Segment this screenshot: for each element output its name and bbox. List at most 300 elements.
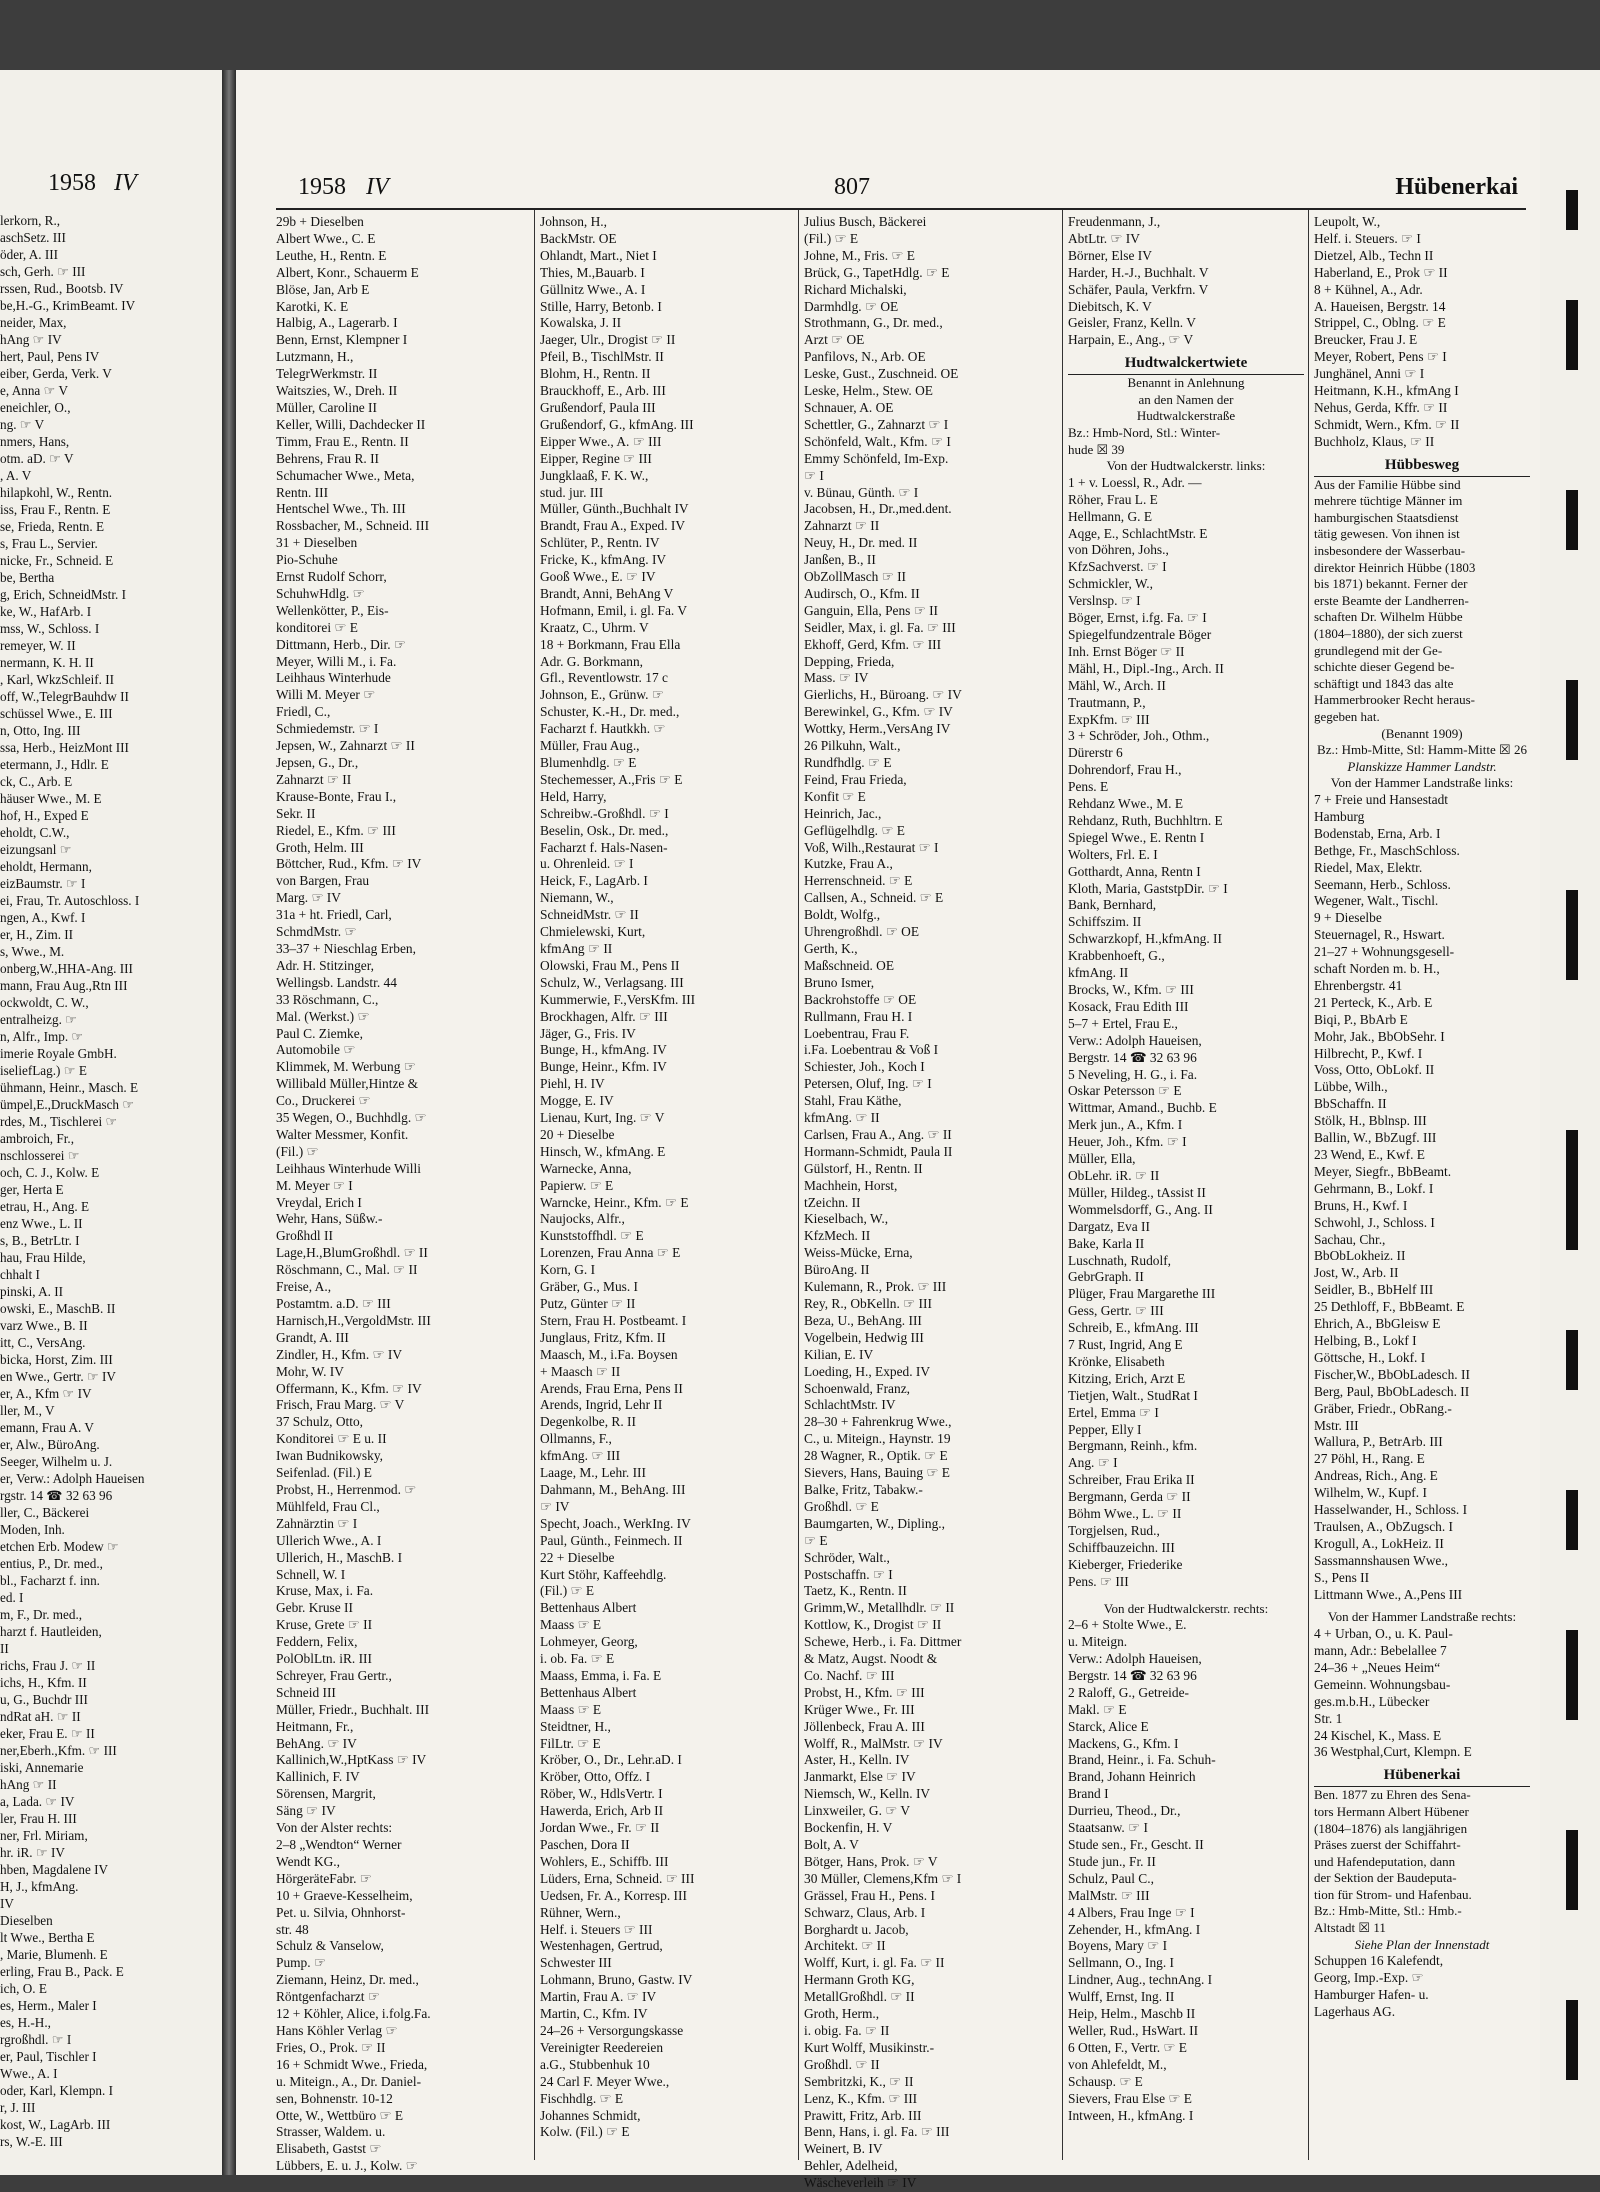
directory-entry: ler, Frau H. III: [0, 1811, 77, 1826]
directory-entry: Gooß Wwe., E. ☞ IV: [540, 569, 656, 585]
directory-entry: Dieselben: [0, 1913, 53, 1928]
street-description-line: grundlegend mit der Ge-: [1314, 642, 1443, 658]
directory-entry: Fries, O., Prok. ☞ II: [276, 2039, 386, 2055]
column-5: [1314, 214, 1530, 2021]
directory-entry: Janmarkt, Else ☞ IV: [804, 1769, 916, 1785]
directory-entry: Stechemesser, A.,Fris ☞ E: [540, 771, 683, 787]
directory-entry: Jäger, G., Fris. IV: [540, 1025, 636, 1041]
directory-entry: Machhein, Horst,: [804, 1177, 898, 1193]
directory-entry: Schulz & Vanselow,: [276, 1938, 384, 1954]
directory-entry: Kulemann, R., Prok. ☞ III: [804, 1279, 947, 1295]
directory-entry: KfzMech. II: [804, 1228, 871, 1244]
directory-entry: Brück, G., TapetHdlg. ☞ E: [804, 264, 950, 280]
directory-entry: pinski, A. II: [0, 1284, 64, 1299]
directory-entry: off, W.,TelegrBauhdw II: [0, 689, 129, 704]
directory-entry: Kunststoffhdl. ☞ E: [540, 1228, 644, 1244]
directory-entry: Bettenhaus Albert: [540, 1600, 637, 1616]
directory-entry: Sembritzki, K., ☞ II: [804, 2073, 914, 2089]
directory-entry: Müller, Frau Aug.,: [540, 738, 640, 754]
directory-entry: 3 + Schröder, Joh., Othm.,: [1068, 728, 1210, 744]
directory-entry: emann, Frau A. V: [0, 1420, 94, 1435]
directory-entry: rs, W.-E. III: [0, 2134, 63, 2149]
directory-entry: m, F., Dr. med.,: [0, 1607, 83, 1622]
previous-page-column: [0, 212, 222, 2150]
book-gutter: [222, 70, 236, 2175]
directory-entry: i.Fa. Loebentrau & Voß I: [804, 1042, 939, 1058]
directory-entry: Eipper Wwe., A. ☞ III: [540, 433, 662, 449]
directory-entry: Fricke, K., kfmAng. IV: [540, 552, 667, 568]
directory-entry: Schewe, Herb., i. Fa. Dittmer: [804, 1634, 962, 1650]
directory-entry: 7 + Freie und Hansestadt: [1314, 791, 1448, 807]
directory-entry: Makl. ☞ E: [1068, 1701, 1127, 1717]
street-heading-huebenerkai: Hübenerkai: [1314, 1765, 1530, 1787]
directory-entry: 33–37 + Nieschlag Erben,: [276, 940, 416, 956]
directory-entry: lerkorn, R.,: [0, 213, 61, 228]
directory-entry: Harnisch,H.,VergoldMstr. III: [276, 1312, 431, 1328]
directory-entry: Zindler, H., Kfm. ☞ IV: [276, 1346, 403, 1362]
directory-entry: Backrohstoffe ☞ OE: [804, 991, 917, 1007]
directory-entry: schaft Norden m. b. H.,: [1314, 961, 1440, 977]
directory-entry: Vreydal, Erich I: [276, 1194, 362, 1210]
thumb-index-mark: [1566, 490, 1578, 550]
directory-entry: Jost, W., Arb. II: [1314, 1265, 1399, 1281]
directory-entry: Panfilovs, N., Arb. OE: [804, 349, 926, 365]
directory-entry: Ernst Rudolf Schorr,: [276, 569, 387, 585]
directory-entry: Schettler, G., Zahnarzt ☞ I: [804, 416, 949, 432]
street-description-line: und Hafendeputation, dann: [1314, 1853, 1456, 1869]
directory-entry: Böttcher, Rud., Kfm. ☞ IV: [276, 856, 422, 872]
street-description-line: Hammerbrooker Recht heraus-: [1314, 692, 1475, 708]
directory-entry: Aqge, E., SchlachtMstr. E: [1068, 525, 1208, 541]
previous-page-year: 1958: [48, 170, 96, 196]
directory-entry: Vogelbein, Hedwig III: [804, 1329, 924, 1345]
directory-entry: s, B., BetrLtr. I: [0, 1233, 80, 1248]
directory-entry: Lage,H.,BlumGroßhdl. ☞ II: [276, 1245, 428, 1261]
directory-entry: Rey, R., ObKelln. ☞ III: [804, 1296, 932, 1311]
directory-entry: Warncke, Heinr., Kfm. ☞ E: [540, 1194, 689, 1210]
directory-entry: Kilian, E. IV: [804, 1346, 874, 1362]
directory-entry: Adr. H. Stitzinger,: [276, 957, 375, 973]
directory-entry: Schulz, Paul C.,: [1068, 1870, 1154, 1886]
directory-entry: Sievers, Frau Else ☞ E: [1068, 2090, 1192, 2106]
directory-entry: Heuer, Joh., Kfm. ☞ I: [1068, 1134, 1187, 1150]
directory-entry: Brockhagen, Alfr. ☞ III: [540, 1008, 668, 1024]
street-description-line: Präses zuerst der Schiffahrt-: [1314, 1837, 1461, 1853]
directory-entry: Pump. ☞: [276, 1955, 326, 1971]
directory-entry: Schiffszim. II: [1068, 914, 1142, 930]
directory-entry: Lohmeyer, Georg,: [540, 1634, 638, 1650]
directory-entry: Heitmann, Fr.,: [276, 1718, 354, 1734]
directory-entry: Lübbers, E. u. J., Kolw. ☞: [276, 2158, 418, 2174]
directory-entry: Wegener, Walt., Tischl.: [1314, 893, 1439, 909]
directory-entry: Merk jun., A., Kfm. I: [1068, 1117, 1183, 1133]
directory-entry: Richard Michalski,: [804, 281, 907, 297]
directory-entry: Albert Wwe., C. E: [276, 230, 376, 246]
directory-entry: Weller, Rud., HsWart. II: [1068, 2022, 1199, 2038]
directory-entry: Walter Messmer, Konfit.: [276, 1126, 409, 1142]
directory-entry: u. Miteign.: [1068, 1634, 1128, 1650]
directory-entry: Hans Köhler Verlag ☞: [276, 2022, 398, 2038]
directory-entry: Probst, H., Kfm. ☞ III: [804, 1684, 925, 1700]
directory-entry: Wehr, Hans, Süßw.-: [276, 1211, 383, 1227]
directory-entry: Willibald Müller,Hintze &: [276, 1076, 419, 1092]
directory-entry: 21 Perteck, K., Arb. E: [1314, 994, 1433, 1010]
directory-entry: 7 Rust, Ingrid, Ang E: [1068, 1337, 1183, 1353]
directory-entry: Mal. (Werkst.) ☞: [276, 1008, 370, 1024]
street-description-line: (1804–1880), der sich zuerst: [1314, 626, 1463, 642]
directory-entry: Sellmann, O., Ing. I: [1068, 1955, 1174, 1971]
directory-entry: , Marie, Blumenh. E: [0, 1947, 108, 1962]
directory-entry: neider, Max,: [0, 315, 67, 330]
directory-entry: Helbing, B., Lokf I: [1314, 1332, 1417, 1348]
directory-entry: a, Lada. ☞ IV: [0, 1794, 75, 1809]
directory-entry: SchneidMstr. ☞ II: [540, 907, 639, 923]
directory-entry: HörgeräteFabr. ☞: [276, 1870, 372, 1886]
directory-entry: Grußendorf, Paula III: [540, 399, 656, 415]
directory-entry: Kieberger, Friederike: [1068, 1556, 1183, 1572]
directory-entry: A. Haueisen, Bergstr. 14: [1314, 298, 1446, 314]
directory-entry: Chmielewski, Kurt,: [540, 924, 646, 940]
directory-entry: Beselin, Osk., Dr. med.,: [540, 822, 669, 838]
directory-entry: Schiffbauzeichn. III: [1068, 1539, 1175, 1555]
directory-entry: Hormann-Schmidt, Paula II: [804, 1143, 953, 1159]
directory-entry: Oskar Petersson ☞ E: [1068, 1083, 1182, 1099]
street-description-line: Benannt in Anlehnung: [1127, 375, 1245, 391]
directory-entry: 25 Dethloff, F., BbBeamt. E: [1314, 1299, 1465, 1315]
directory-entry: Bergstr. 14 ☎ 32 63 96: [1068, 1667, 1197, 1683]
directory-entry: Jaeger, Ulr., Drogist ☞ II: [540, 332, 676, 348]
directory-entry: Stern, Frau H. Postbeamt. I: [540, 1312, 687, 1328]
directory-entry: 2–6 + Stolte Wwe., E.: [1068, 1617, 1187, 1633]
directory-entry: , A. V: [0, 468, 32, 483]
directory-entry: Lenz, K., Kfm. ☞ III: [804, 2090, 918, 2106]
directory-entry: 12 + Köhler, Alice, i.folg.Fa.: [276, 2006, 431, 2022]
direction-heading: Von der Hammer Landstraße rechts:: [1327, 1609, 1517, 1625]
directory-entry: och, C. J., Kolw. E: [0, 1165, 100, 1180]
directory-entry: Leihhaus Winterhude: [276, 670, 391, 686]
directory-entry: von Döhren, Johs.,: [1068, 542, 1169, 558]
directory-entry: von Ahlefeldt, M.,: [1068, 2056, 1167, 2072]
directory-entry: Leuthe, H., Rentn. E: [276, 247, 387, 263]
directory-entry: Putz, Günter ☞ II: [540, 1296, 636, 1311]
thumb-index-mark: [1566, 890, 1578, 980]
thumb-index-mark: [1566, 2000, 1578, 2080]
directory-entry: Ullerich Wwe., A. I: [276, 1532, 382, 1548]
directory-entry: Brand, Heinr., i. Fa. Schuh-: [1068, 1752, 1216, 1768]
directory-entry: Meyer, Robert, Pens ☞ I: [1314, 349, 1447, 365]
directory-entry: Mackens, G., Kfm. I: [1068, 1735, 1179, 1751]
street-description-line: (1804–1876) als langjährigen: [1314, 1820, 1468, 1836]
directory-entry: (Fil.) ☞ E: [540, 1583, 595, 1599]
naming-year: (Benannt 1909): [1381, 725, 1463, 741]
directory-entry: ngen, A., Kwf. I: [0, 910, 86, 925]
directory-entry: Waitszies, W., Dreh. II: [276, 383, 398, 399]
directory-entry: TelegrWerkmstr. II: [276, 366, 378, 382]
directory-entry: Baumgarten, W., Dipling.,: [804, 1515, 945, 1531]
directory-entry: kfmAng. ☞ II: [804, 1110, 880, 1126]
directory-entry: Hamburger Hafen- u.: [1314, 1987, 1429, 2003]
district-info-line: Altstadt ☒ 11: [1314, 1920, 1386, 1936]
directory-entry: Leske, Gust., Zuschneid. OE: [804, 366, 959, 382]
directory-entry: eholdt, Hermann,: [0, 859, 92, 874]
directory-entry: Schwohl, J., Schloss. I: [1314, 1214, 1435, 1230]
thumb-index-mark: [1566, 1490, 1578, 1550]
directory-entry: entius, P., Dr. med.,: [0, 1556, 103, 1571]
directory-entry: Bake, Karla II: [1068, 1235, 1145, 1251]
directory-entry: Heick, F., LagArb. I: [540, 873, 648, 889]
column-divider: [534, 210, 535, 2160]
directory-entry: n, Otto, Ing. III: [0, 723, 81, 738]
directory-entry: Geflügelhdlg. ☞ E: [804, 822, 905, 838]
directory-entry: FilLtr. ☞ E: [540, 1735, 601, 1751]
directory-entry: Seemann, Herb., Schloss.: [1314, 876, 1451, 892]
plan-sketch-note: Siehe Plan der Innenstadt: [1354, 1936, 1490, 1952]
directory-entry: hof, H., Exped E: [0, 808, 89, 823]
directory-entry: Kosack, Frau Edith III: [1068, 998, 1189, 1014]
directory-entry: Pfeil, B., TischlMstr. II: [540, 349, 664, 365]
thumb-index-mark: [1566, 1130, 1578, 1250]
directory-entry: iseliefLag.) ☞ E: [0, 1063, 87, 1078]
directory-entry: Schmiedemstr. ☞ I: [276, 721, 379, 737]
directory-entry: Specht, Joach., WerkIng. IV: [540, 1515, 691, 1531]
street-description-line: Hudtwalckerstraße: [1136, 408, 1236, 424]
directory-entry: Brand, Johann Heinrich: [1068, 1769, 1196, 1785]
directory-entry: 2–8 „Wendton“ Werner: [276, 1837, 402, 1852]
directory-entry: rdes, M., Tischlerei ☞: [0, 1114, 118, 1129]
directory-entry: Hinsch, W., kfmAng. E: [540, 1143, 666, 1159]
directory-entry: Postamtm. a.D. ☞ III: [276, 1296, 391, 1311]
directory-entry: Bettenhaus Albert: [540, 1684, 637, 1700]
directory-entry: 31 + Dieselben: [276, 535, 358, 551]
directory-entry: Wilhelm, W., Kupf. I: [1314, 1485, 1427, 1501]
directory-entry: Neuy, H., Dr. med. II: [804, 535, 918, 551]
directory-entry: Dargatz, Eva II: [1068, 1218, 1150, 1234]
directory-entry: n, Alfr., Imp. ☞: [0, 1029, 84, 1044]
directory-entry: Zehender, H., kfmAng. I: [1068, 1921, 1201, 1937]
directory-entry: Bockenfin, H. V: [804, 1820, 893, 1836]
directory-entry: BackMstr. OE: [540, 230, 617, 246]
directory-entry: ExpKfm. ☞ III: [1068, 711, 1150, 727]
directory-entry: Facharzt f. Hals-Nasen-: [540, 839, 668, 855]
directory-entry: Rehdanz, Ruth, Buchhltrn. E: [1068, 812, 1223, 828]
directory-entry: ichs, H., Kfm. II: [0, 1675, 87, 1690]
directory-entry: Maass ☞ E: [540, 1617, 602, 1633]
directory-entry: Janßen, B., II: [804, 552, 876, 568]
directory-entry: Grandt, A. III: [276, 1329, 349, 1345]
directory-entry: Pens. E: [1068, 779, 1109, 795]
directory-entry: Bunge, H., kfmAng. IV: [540, 1042, 667, 1058]
directory-entry: ☞ I: [804, 467, 824, 483]
directory-entry: sen, Bohnenstr. 10-12: [276, 2090, 393, 2106]
directory-entry: Schlüter, P., Rentn. IV: [540, 535, 660, 551]
directory-entry: Gebr. Kruse II: [276, 1600, 353, 1616]
directory-entry: Harpain, E., Ang., ☞ V: [1068, 332, 1194, 348]
directory-entry: Brauckhoff, E., Arb. III: [540, 383, 666, 399]
directory-entry: Ballin, W., BbZugf. III: [1314, 1130, 1437, 1146]
directory-entry: ller, C., Bäckerei: [0, 1505, 90, 1520]
directory-entry: Kitzing, Erich, Arzt E: [1068, 1370, 1186, 1386]
directory-entry: Intween, H., kfmAng. I: [1068, 2107, 1194, 2123]
directory-entry: ☞ IV: [540, 1498, 570, 1514]
directory-entry: bicka, Horst, Zim. III: [0, 1352, 113, 1367]
directory-entry: bl., Facharzt f. inn.: [0, 1573, 100, 1588]
directory-entry: u. Ohrenleid. ☞ I: [540, 856, 634, 872]
directory-entry: Martin, C., Kfm. IV: [540, 2006, 648, 2022]
directory-entry: mss, W., Schloss. I: [0, 621, 100, 636]
directory-entry: Freudenmann, J.,: [1068, 214, 1161, 229]
directory-entry: ner, Frl. Miriam,: [0, 1828, 88, 1843]
directory-entry: Borghardt u. Jacob,: [804, 1921, 909, 1937]
directory-entry: Großhdl II: [276, 1228, 333, 1244]
directory-entry: Rehdanz Wwe., M. E: [1068, 796, 1184, 812]
directory-entry: Aster, H., Kelln. IV: [804, 1752, 910, 1768]
directory-entry: Prawitt, Fritz, Arb. III: [804, 2107, 922, 2123]
directory-entry: Kowalska, J. II: [540, 315, 622, 331]
street-description-line: tors Hermann Albert Hübener: [1314, 1803, 1469, 1819]
directory-entry: Adr. G. Borkmann,: [540, 653, 644, 669]
directory-entry: Ang. ☞ I: [1068, 1455, 1118, 1471]
page-edge: [1540, 70, 1600, 2175]
directory-entry: Piehl, H. IV: [540, 1076, 605, 1092]
previous-page-header: [48, 170, 137, 197]
directory-entry: eizungsanl ☞: [0, 842, 72, 857]
directory-entry: Sörensen, Margrit,: [276, 1786, 376, 1802]
directory-entry: 24–26 + Versorgungskasse: [540, 2022, 684, 2038]
thumb-index-mark: [1566, 680, 1578, 760]
directory-entry: 5–7 + Ertel, Frau E.,: [1068, 1015, 1178, 1031]
directory-entry: Thies, M.,Bauarb. I: [540, 264, 645, 280]
directory-entry: es, Herm., Maler I: [0, 1998, 97, 2013]
directory-entry: Röschmann, C., Mal. ☞ II: [276, 1262, 418, 1278]
directory-entry: Jepsen, G., Dr.,: [276, 755, 359, 770]
directory-entry: varz Wwe., B. II: [0, 1318, 88, 1333]
directory-entry: Hilbrecht, P., Kwf. I: [1314, 1045, 1423, 1061]
column-divider: [1062, 210, 1063, 2160]
directory-entry: hAng ☞ II: [0, 1777, 57, 1792]
directory-entry: Schumacher Wwe., Meta,: [276, 467, 415, 483]
directory-entry: Depping, Frieda,: [804, 653, 895, 669]
directory-entry: Stölk, H., Bblnsp. III: [1314, 1113, 1427, 1129]
directory-entry: Schreibw.-Großhdl. ☞ I: [540, 805, 669, 821]
directory-entry: Linxweiler, G. ☞ V: [804, 1803, 911, 1819]
directory-entry: hilapkohl, W., Rentn.: [0, 485, 113, 500]
street-description-line: Aus der Familie Hübbe sind: [1314, 476, 1461, 492]
directory-entry: Bergstr. 14 ☎ 32 63 96: [1068, 1049, 1197, 1065]
direction-heading: Von der Hammer Landstraße links:: [1330, 775, 1514, 791]
directory-entry: Krüger Wwe., Fr. III: [804, 1701, 915, 1717]
directory-entry: Kraatz, C., Uhrm. V: [540, 619, 649, 635]
directory-entry: se, Frieda, Rentn. E: [0, 519, 105, 534]
directory-entry: 9 + Dieselbe: [1314, 910, 1382, 926]
thumb-index-mark: [1566, 1830, 1578, 1910]
directory-entry: Maass, Emma, i. Fa. E: [540, 1667, 662, 1683]
directory-entry: H, J., kfmAng.: [0, 1879, 79, 1894]
directory-entry: kfmAng. ☞ III: [540, 1448, 621, 1464]
directory-entry: Berg, Paul, BbObLadesch. II: [1314, 1383, 1470, 1399]
directory-entry: Meyer, Siegfr., BbBeamt.: [1314, 1163, 1452, 1179]
directory-entry: es, H.-H.,: [0, 2015, 51, 2030]
directory-entry: 24 Kischel, K., Mass. E: [1314, 1727, 1442, 1743]
directory-entry: Wolters, Frl. E. I: [1068, 846, 1158, 862]
column-3: [804, 214, 1056, 2192]
directory-entry: Bergmann, Gerda ☞ II: [1068, 1489, 1191, 1505]
directory-entry: Seidler, Max, i. gl. Fa. ☞ III: [804, 619, 956, 635]
directory-entry: harzt f. Hautleiden,: [0, 1624, 102, 1639]
directory-entry: Lorenzen, Frau Anna ☞ E: [540, 1245, 681, 1261]
directory-entry: Schausp. ☞ E: [1068, 2073, 1143, 2089]
directory-entry: Papierw. ☞ E: [540, 1177, 614, 1193]
directory-entry: Vereinigter Reedereien: [540, 2039, 664, 2055]
street-heading-hudtwalckertwiete: Hudtwalckertwiete: [1068, 353, 1304, 375]
street-description-line: mehrere tüchtige Männer im: [1314, 493, 1463, 509]
directory-entry: Breucker, Frau J. E: [1314, 332, 1418, 348]
directory-entry: Großhdl. ☞ II: [804, 2056, 880, 2072]
directory-entry: Verw.: Adolph Haueisen,: [1068, 1032, 1202, 1048]
street-description-line: schäftigt und 1843 das alte: [1314, 675, 1454, 691]
directory-entry: PolOblLtn. iR. III: [276, 1651, 372, 1667]
directory-entry: Dohrendorf, Frau H.,: [1068, 762, 1182, 778]
directory-entry: Mstr. III: [1314, 1417, 1359, 1433]
directory-entry: ck, C., Arb. E: [0, 774, 73, 789]
street-description-line: erste Beamte der Landherren-: [1314, 592, 1469, 608]
directory-entry: Grimm,W., Metallhdlr. ☞ II: [804, 1600, 955, 1616]
directory-entry: C., u. Miteign., Haynstr. 19: [804, 1431, 951, 1447]
directory-entry: Paul C. Ziemke,: [276, 1025, 364, 1041]
directory-entry: kost, W., LagArb. III: [0, 2117, 111, 2132]
directory-entry: ndRat aH. ☞ II: [0, 1709, 81, 1724]
directory-entry: Fischer,W., BbObLadesch. II: [1314, 1366, 1470, 1382]
directory-entry: MetallGroßhdl. ☞ II: [804, 1989, 915, 2005]
directory-entry: etrau, H., Ang. E: [0, 1199, 89, 1214]
directory-entry: MalMstr. ☞ III: [1068, 1887, 1150, 1903]
directory-entry: Schönfeld, Walt., Kfm. ☞ I: [804, 433, 951, 449]
directory-entry: Jordan Wwe., Fr. ☞ II: [540, 1820, 660, 1836]
directory-entry: entralheizg. ☞: [0, 1012, 77, 1027]
directory-entry: Wommelsdorff, G., Ang. II: [1068, 1201, 1213, 1217]
directory-entry: Ganguin, Ella, Pens ☞ II: [804, 602, 938, 618]
directory-entry: aschSetz. III: [0, 230, 66, 245]
directory-entry: Riedel, Max, Elektr.: [1314, 859, 1423, 875]
directory-entry: Moden, Inh.: [0, 1522, 65, 1537]
directory-entry: 4 + Urban, O., u. K. Paul-: [1314, 1626, 1453, 1642]
directory-entry: Balke, Fritz, Tabakw.-: [804, 1481, 923, 1497]
directory-entry: Lienau, Kurt, Ing. ☞ V: [540, 1110, 665, 1126]
directory-entry: 28 Wagner, R., Optik. ☞ E: [804, 1448, 948, 1464]
district-info: Bz.: Hmb-Mitte, Stl: Hamm-Mitte ☒ 26: [1317, 742, 1527, 758]
directory-entry: Plüger, Frau Margarethe III: [1068, 1286, 1216, 1302]
directory-entry: Stude jun., Fr. II: [1068, 1853, 1156, 1869]
directory-entry: 37 Schulz, Otto,: [276, 1414, 364, 1430]
directory-entry: Kottlow, K., Drogist ☞ II: [804, 1617, 942, 1633]
column-divider: [798, 210, 799, 2160]
directory-entry: Mühlfeld, Frau Cl.,: [276, 1498, 380, 1514]
directory-entry: Brandt, Frau A., Exped. IV: [540, 518, 686, 534]
column-divider: [1308, 210, 1309, 2160]
directory-entry: Brand I: [1068, 1786, 1109, 1802]
directory-entry: Groth, Herm.,: [804, 2006, 880, 2022]
directory-entry: oder, Karl, Klempn. I: [0, 2083, 113, 2098]
directory-entry: Uedsen, Fr. A., Korresp. III: [540, 1887, 687, 1903]
directory-entry: otm. aD. ☞ V: [0, 451, 74, 466]
directory-entry: hAng ☞ IV: [0, 332, 62, 347]
directory-entry: be, Bertha: [0, 570, 55, 585]
directory-entry: 28–30 + Fahrenkrug Wwe.,: [804, 1414, 952, 1430]
directory-entry: Meyer, Willi M., i. Fa.: [276, 653, 397, 669]
directory-entry: schüssel Wwe., E. III: [0, 706, 113, 721]
directory-entry: sch, Gerh. ☞ III: [0, 264, 86, 279]
directory-entry: ssa, Herb., HeizMont III: [0, 740, 129, 755]
directory-entry: Müller, Hildeg., tAssist II: [1068, 1184, 1206, 1200]
